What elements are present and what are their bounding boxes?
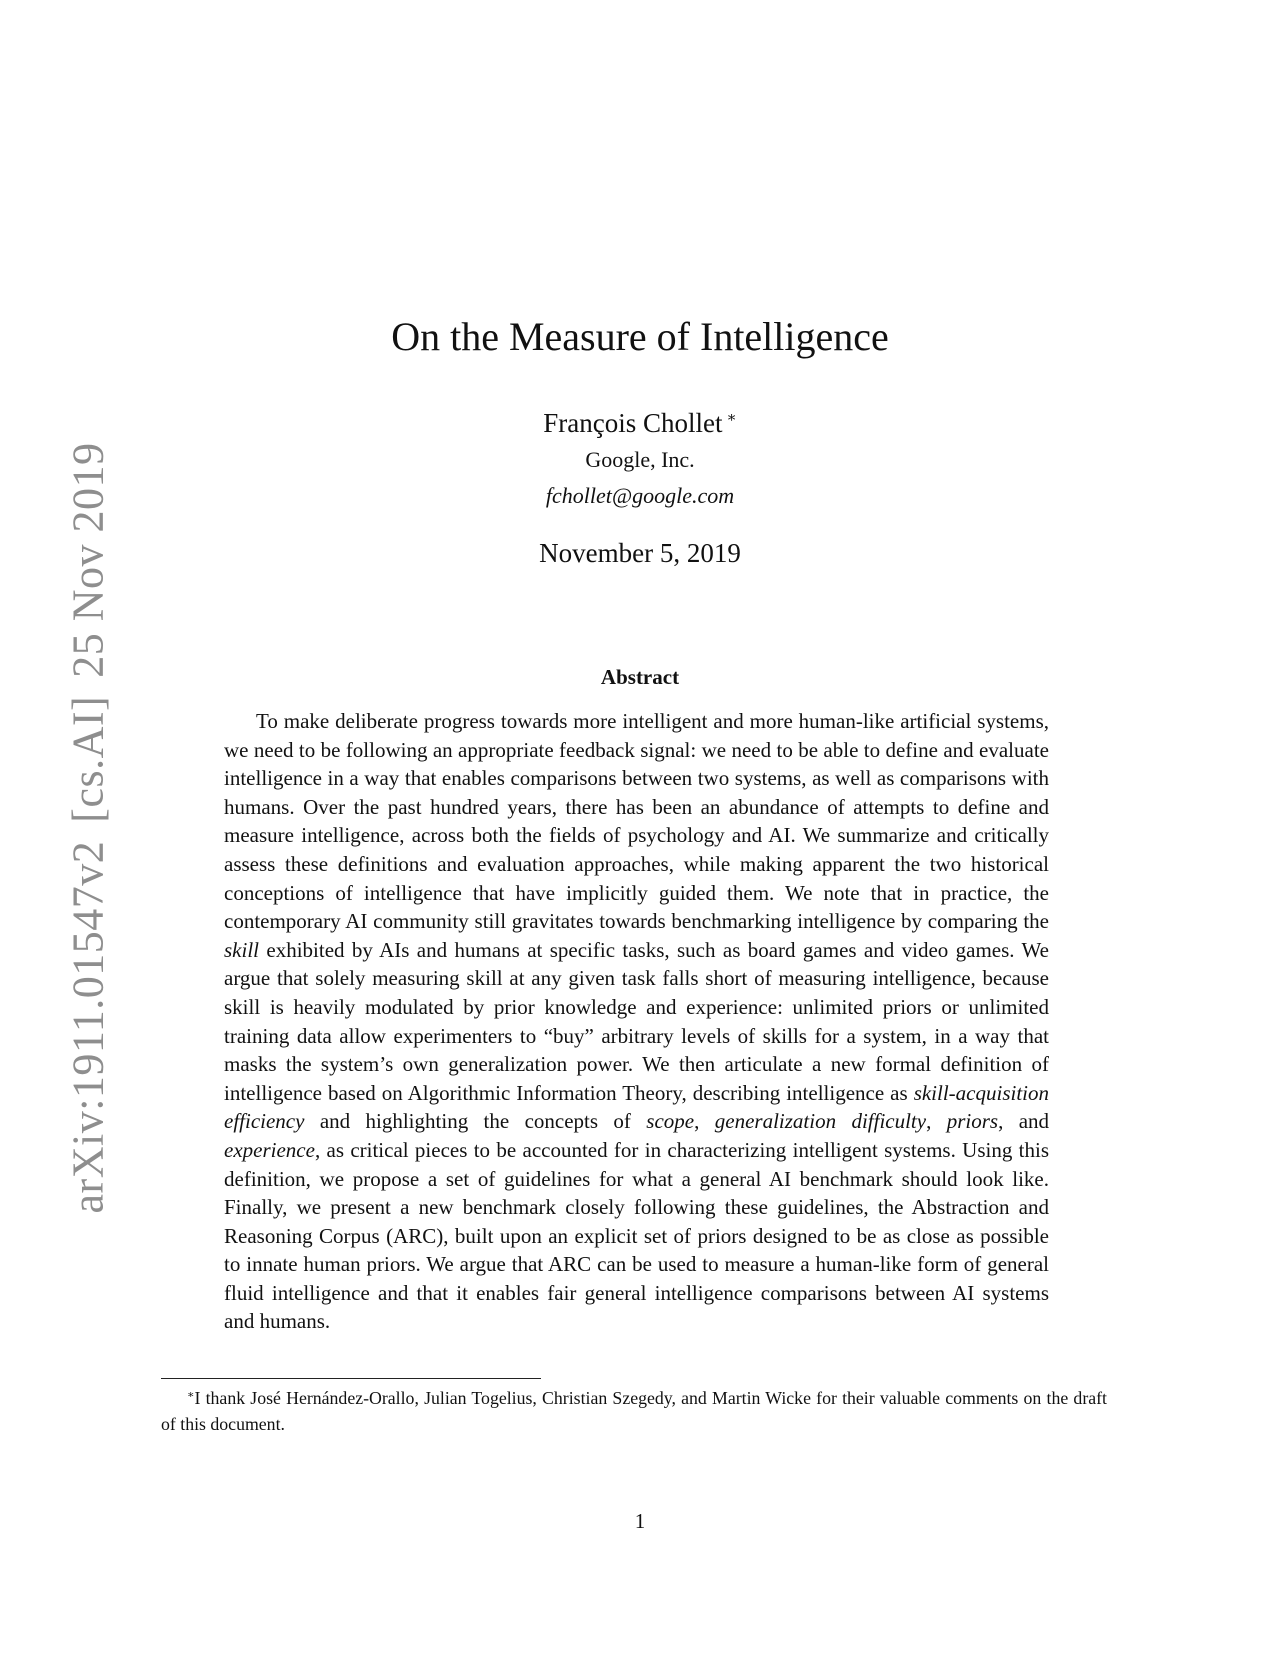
arxiv-date: 25 Nov 2019 (63, 442, 113, 678)
abstract-sep-3: , and (998, 1109, 1050, 1134)
abstract-text-3: and highlighting the concepts of (319, 1109, 631, 1134)
footnote-text: I thank José Hernández-Orallo, Julian Togelius, Christian Szegedy, and Martin Wicke for their valuable comments on the draft of this document. (161, 1388, 1107, 1434)
author-name: François Chollet (543, 408, 723, 438)
abstract-sep-2: , (926, 1109, 932, 1134)
abstract-em-skill: skill (224, 937, 259, 962)
abstract-em-scope: scope (646, 1109, 695, 1134)
paper-title: On the Measure of Intelligence (391, 314, 889, 359)
abstract-em-priors: priors (946, 1109, 999, 1134)
abstract-text-4: , as critical pieces to be accounted for in characterizing intelligent systems. Using this definition, we propose a set of guidelines for what a general AI benchmark should look like. Finally, we present a new benchmark closely following these guidelines, the Abstraction and Reasoning Corpus (ARC), built upon an explicit set of priors designed to be as close as possible to innate human priors. We argue that ARC can be used to measure a human-like form of general fluid intelligence and that it enables fair general intelligence comparisons between AI systems and humans. (224, 1137, 1049, 1334)
author-email[interactable]: fchollet@google.com (545, 483, 735, 508)
footnote-rule (161, 1378, 541, 1379)
abstract-em-experience: experience (224, 1137, 315, 1162)
arxiv-id: arXiv:1911.01547v2 (63, 840, 113, 1214)
affiliation: Google, Inc. (585, 447, 695, 472)
abstract-em-generalization: generalization difficulty (714, 1109, 927, 1134)
page-number: 1 (634, 1509, 646, 1533)
abstract-text-1: To make deliberate progress towards more intelligent and more human-like artificial systems, we need to be following an appropriate feedback signal: we need to be able to define and evaluate intelligence in a way that enables comparisons between two systems, as well as comparisons with humans. Over the past hundred years, there has been an abundance of attempts to define and measure intelligence, across both the fields of psychology and AI. We summarize and critically assess these definitions and evaluation approaches, while making apparent the two historical conceptions of intelligence that have implicitly guided them. We note that in practice, the contemporary AI community still gravitates towards benchmarking intelligence by comparing the (224, 709, 1049, 934)
abstract-sep-1: , (694, 1109, 700, 1134)
abstract-body (224, 707, 1049, 1336)
arxiv-category: [cs.AI] (63, 695, 113, 823)
abstract-em-skill-acquisition: skill-acquisition efficiency (224, 1080, 1050, 1134)
footnote (161, 1382, 1107, 1437)
author-footnote-mark[interactable]: ∗ (726, 410, 737, 426)
paper-date: November 5, 2019 (539, 538, 741, 568)
abstract-heading: Abstract (600, 665, 680, 689)
footnote-mark: ∗ (187, 1389, 195, 1401)
author-line (0, 402, 1280, 439)
abstract-text-2: exhibited by AIs and humans at specific tasks, such as board games and video games. We argue that solely measuring skill at any given task falls short of measuring intelligence, because skill is heavily modulated by prior knowledge and experience: unlimited priors or unlimited training data allow experimenters to “buy” arbitrary levels of skills for a system, in a way that masks the system’s own generalization power. We then articulate a new formal definition of intelligence based on Algorithmic Information Theory, describing intelligence as (224, 937, 1049, 1105)
